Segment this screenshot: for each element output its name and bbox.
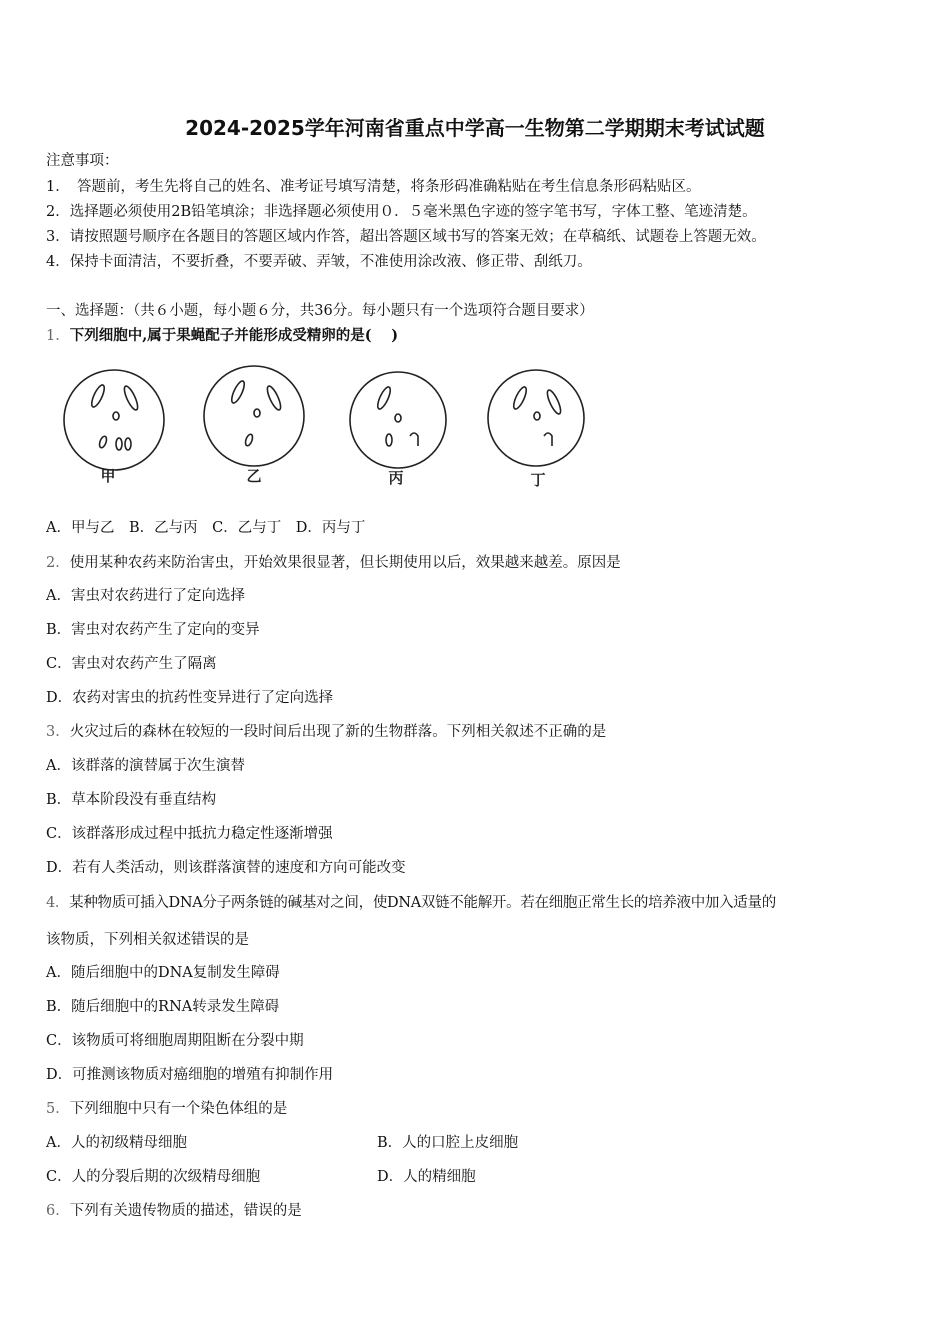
notice-item-3: 3．请按照题号顺序在各题目的答题区域内作答，超出答题区域书写的答案无效；在草稿纸、试题卷上答题无效。 <box>46 229 766 245</box>
question-2 <box>46 553 621 573</box>
q4-option-d: D．可推测该物质对癌细胞的增殖有抑制作用 <box>46 1067 334 1083</box>
q5-option-b: B．人的口腔上皮细胞 <box>377 1135 519 1151</box>
q2-option-d: D．农药对害虫的抗药性变异进行了定向选择 <box>46 690 334 706</box>
q2-option-a: A．害虫对农药进行了定向选择 <box>46 588 245 604</box>
question-5 <box>46 1099 287 1119</box>
question-5-stem: 下列细胞中只有一个染色体组的是 <box>69 1101 288 1117</box>
cell-jia <box>64 370 164 470</box>
question-3-number: 3． <box>46 724 70 740</box>
question-4-stem-line2: 该物质，下列相关叙述错误的是 <box>46 932 249 948</box>
q3-option-d: D．若有人类活动，则该群落演替的速度和方向可能改变 <box>46 860 406 876</box>
q2-option-c: C．害虫对农药产生了隔离 <box>46 656 217 672</box>
question-6-stem: 下列有关遗传物质的描述，错误的是 <box>69 1203 302 1219</box>
label-jia: 甲 <box>100 467 116 485</box>
question-3-stem: 火灾过后的森林在较短的一段时间后出现了新的生物群落。下列相关叙述不正确的是 <box>69 724 607 740</box>
q3-option-a: A．该群落的演替属于次生演替 <box>46 758 245 774</box>
question-3 <box>46 722 606 742</box>
question-4 <box>46 893 776 913</box>
section-heading: 一、选择题：（共６小题，每小题６分，共36分。每小题只有一个选项符合题目要求） <box>46 303 594 319</box>
notice-item-2: 2．选择题必须使用2B铅笔填涂；非选择题必须使用０．５毫米黑色字迹的签字笔书写，字体工整、笔迹清楚。 <box>46 204 757 220</box>
question-6-number: 6． <box>46 1203 70 1219</box>
cell-ding <box>488 370 584 466</box>
notice-heading: 注意事项： <box>46 153 119 169</box>
question-4-stem-line1: 某种物质可插入DNA分子两条链的碱基对之间，使DNA双链不能解开。若在细胞正常生长的培养液中加入适量的 <box>69 895 776 911</box>
q5-option-c: C．人的分裂后期的次级精母细胞 <box>46 1169 261 1185</box>
cell-yi <box>204 366 304 466</box>
q3-option-b: B．草本阶段没有垂直结构 <box>46 792 217 808</box>
q4-option-a: A．随后细胞中的DNA复制发生障碍 <box>46 965 280 981</box>
label-yi: 乙 <box>246 467 262 485</box>
question-1 <box>46 326 398 346</box>
question-1-stem: 下列细胞中,属于果蝇配子并能形成受精卵的是( ) <box>69 327 399 344</box>
question-6 <box>46 1201 302 1221</box>
page-title: 2024-2025学年河南省重点中学高一生物第二学期期末考试试题 <box>185 116 765 140</box>
q5-option-d: D．人的精细胞 <box>377 1169 476 1185</box>
cell-bing <box>350 372 446 468</box>
question-2-stem: 使用某种农药来防治害虫，开始效果很显著，但长期使用以后，效果越来越差。原因是 <box>69 555 621 571</box>
q4-option-c: C．该物质可将细胞周期阻断在分裂中期 <box>46 1033 304 1049</box>
question-1-number: 1． <box>46 328 70 344</box>
cell-figure <box>46 358 606 498</box>
q3-option-c: C．该群落形成过程中抵抗力稳定性逐渐增强 <box>46 826 333 842</box>
notice-item-1: 1． 答题前，考生先将自己的姓名、准考证号填写清楚，将条形码准确粘贴在考生信息条形码粘贴区。 <box>46 179 701 195</box>
question-2-number: 2． <box>46 555 70 571</box>
question-4-number: 4． <box>46 895 70 911</box>
q4-option-b: B．随后细胞中的RNA转录发生障碍 <box>46 999 280 1015</box>
q2-option-b: B．害虫对农药产生了定向的变异 <box>46 622 260 638</box>
label-ding: 丁 <box>530 471 546 489</box>
question-1-options: A．甲与乙 B．乙与丙 C．乙与丁 D．丙与丁 <box>46 520 366 536</box>
label-bing: 丙 <box>388 469 404 487</box>
notice-item-4: 4．保持卡面清洁，不要折叠，不要弄破、弄皱，不准使用涂改液、修正带、刮纸刀。 <box>46 254 592 270</box>
question-5-number: 5． <box>46 1101 70 1117</box>
q5-option-a: A．人的初级精母细胞 <box>46 1135 187 1151</box>
